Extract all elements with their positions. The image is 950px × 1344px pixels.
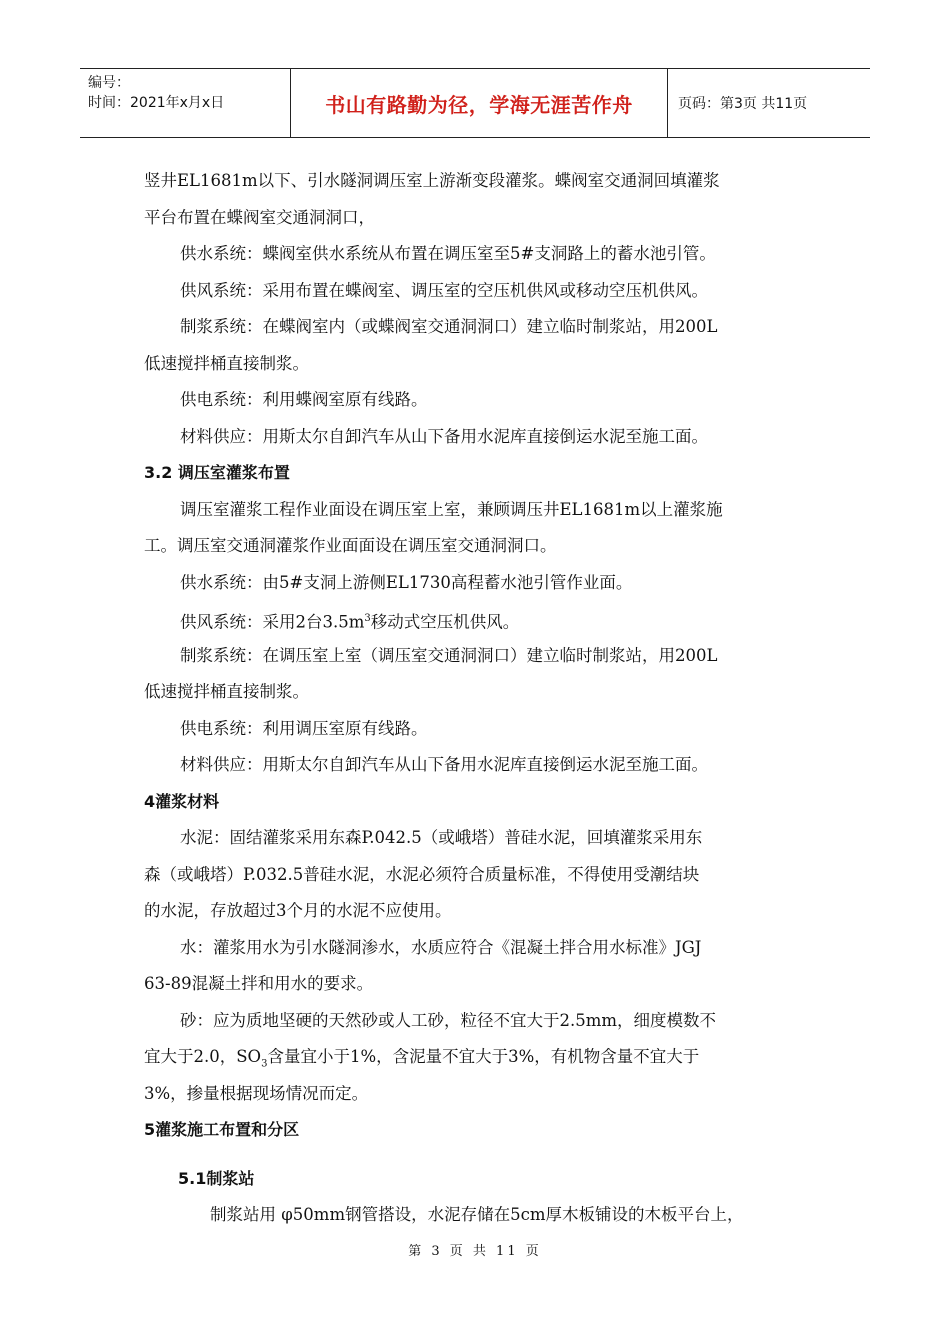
paragraph-material-supply: 材料供应：用斯太尔自卸汽车从山下备用水泥库直接倒运水泥至施工面。 [180,755,708,774]
document-body [144,163,814,1234]
section-heading-5: 5灌浆施工布置和分区 [144,1120,300,1139]
paragraph-line: 竖井EL1681m以下、引水隧洞调压室上游渐变段灌浆。蝶阀室交通洞回填灌浆 [144,171,720,190]
page-header [80,68,870,138]
text-span: 移动式空压机供风。 [370,612,520,632]
text-span: 含量宜小于1%，含泥量不宜大于3%，有机物含量不宜大于 [267,1047,700,1066]
page-footer: 第 3 页 共 11 页 [408,1244,542,1259]
paragraph-sand: 砂：应为质地坚硬的天然砂或人工砂，粒径不宜大于2.5mm，细度模数不 [180,1010,717,1030]
subscript: 3 [261,1058,268,1070]
header-page-info: 页码：第3页 共11页 [678,96,808,112]
paragraph-line: 3%，掺量根据现场情况而定。 [144,1083,369,1103]
paragraph-grout-system: 制浆系统：在调压室上室（调压室交通洞洞口）建立临时制浆站，用200L [180,645,718,665]
paragraph-line: 森（或峨塔）P.032.5普硅水泥，水泥必须符合质量标准，不得使用受潮结块 [144,864,700,884]
header-motto: 书山有路勤为径，学海无涯苦作舟 [291,69,668,137]
paragraph-line: 的水泥，存放超过3个月的水泥不应使用。 [144,901,452,920]
paragraph-air-supply [144,601,814,638]
paragraph-air-supply: 供风系统：采用布置在蝶阀室、调压室的空压机供风或移动空压机供风。 [180,280,708,300]
header-meta [80,69,291,137]
paragraph-line: 63-89混凝土拌和用水的要求。 [144,974,374,993]
paragraph-grout-system: 制浆系统：在蝶阀室内（或蝶阀室交通洞洞口）建立临时制浆站，用200L [180,317,718,336]
paragraph-line: 低速搅拌桶直接制浆。 [144,353,309,373]
text-span: 宜大于2.0，SO [144,1047,262,1066]
paragraph-material-supply: 材料供应：用斯太尔自卸汽车从山下备用水泥库直接倒运水泥至施工面。 [180,426,708,446]
paragraph-line: 低速搅拌桶直接制浆。 [144,682,309,701]
paragraph-line [144,1039,814,1076]
date-label: 时间：2021年x月x日 [88,95,225,111]
paragraph-line: 工。调压室交通洞灌浆作业面面设在调压室交通洞洞口。 [144,536,557,555]
paragraph-water: 水：灌浆用水为引水隧洞渗水，水质应符合《混凝土拌合用水标准》JGJ [180,937,702,957]
paragraph-power-supply: 供电系统：利用调压室原有线路。 [180,718,428,738]
number-label: 编号： [88,75,130,91]
section-heading-4: 4灌浆材料 [144,791,220,811]
text-span: 供风系统：采用2台3.5m [180,612,365,632]
paragraph-line: 平台布置在蝶阀室交通洞洞口， [144,207,375,227]
paragraph-cement: 水泥：固结灌浆采用东森P.042.5（或峨塔）普硅水泥，回填灌浆采用东 [180,828,703,847]
paragraph-water-supply: 供水系统：由5#支洞上游侧EL1730高程蓄水池引管作业面。 [180,572,633,592]
paragraph-surge-chamber: 调压室灌浆工程作业面设在调压室上室，兼顾调压井EL1681m以上灌浆施 [180,499,723,519]
spacer [144,1149,814,1161]
section-heading-5-1: 5.1制浆站 [178,1168,255,1188]
paragraph-mixing-station: 制浆站用 φ50mm钢管搭设，水泥存储在5cm厚木板铺设的木板平台上， [210,1205,744,1224]
paragraph-water-supply: 供水系统：蝶阀室供水系统从布置在调压室至5#支洞路上的蓄水池引管。 [180,244,716,263]
superscript: 3 [364,613,371,624]
paragraph-power-supply: 供电系统：利用蝶阀室原有线路。 [180,390,428,409]
section-heading-3-2: 3.2 调压室灌浆布置 [144,463,290,482]
